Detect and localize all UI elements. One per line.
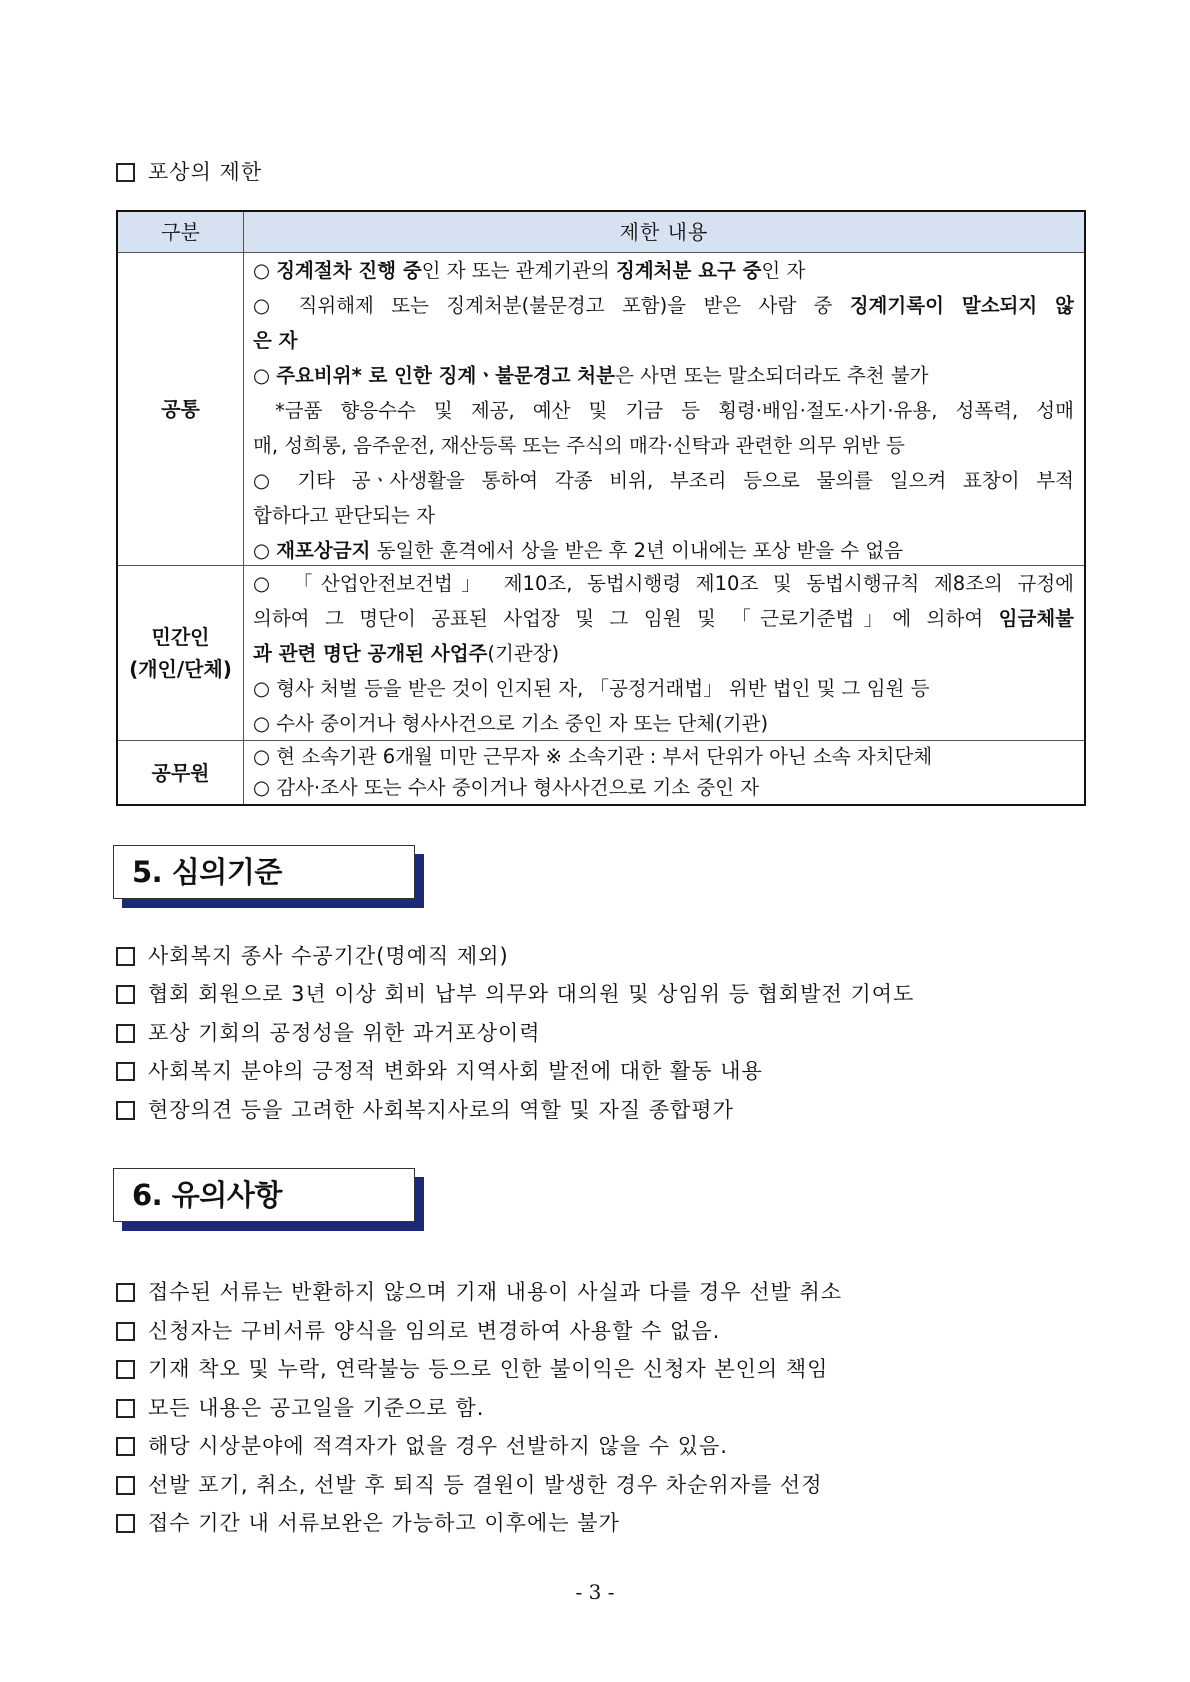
section-6-heading: 6. 유의사항 — [113, 1168, 415, 1222]
list-item: 사회복지 종사 수공기간(명예직 제외) — [116, 940, 509, 970]
common-line-8: 합하다고 판단되는 자 — [253, 504, 435, 527]
table-row-common — [118, 253, 1084, 566]
list-item: 접수 기간 내 서류보완은 가능하고 이후에는 불가 — [116, 1507, 620, 1537]
civilian-line-3: 과 관련 명단 공개된 사업주(기관장) — [253, 642, 560, 665]
restriction-table — [116, 210, 1086, 806]
section-5-heading: 5. 심의기준 — [113, 845, 415, 899]
list-item: 선발 포기, 취소, 선발 후 퇴직 등 결원이 발생한 경우 차순위자를 선정 — [116, 1469, 823, 1499]
checkbox-square-icon — [116, 1024, 135, 1043]
restriction-title: 포상의 제한 — [116, 156, 262, 186]
list-item: 기재 착오 및 누락, 연락불능 등으로 인한 불이익은 신청자 본인의 책임 — [116, 1353, 828, 1383]
checkbox-square-icon — [116, 1399, 135, 1418]
checkbox-square-icon — [116, 1437, 135, 1456]
table-row-official — [118, 741, 1084, 804]
checkbox-square-icon — [116, 1101, 135, 1120]
checkbox-square-icon — [116, 1514, 135, 1533]
civilian-line-1: ○ 「산업안전보건법」 제10조, 동법시행령 제10조 및 동법시행규칙 제8조의 규정에 — [253, 572, 1074, 595]
content-common — [244, 253, 1084, 568]
header-category: 구분 — [118, 212, 244, 252]
civilian-line-4: ○ 형사 처벌 등을 받은 것이 인지된 자, 「공정거래법」 위반 법인 및 그 임원 등 — [253, 677, 930, 700]
header-content: 제한 내용 — [619, 220, 709, 244]
content-official — [244, 741, 1084, 803]
common-line-5: *금품 향응수수 및 제공, 예산 및 기금 등 횡령·배임·절도·사기·유용, 성폭력, 성매 — [275, 399, 1074, 422]
common-line-6: 매, 성희롱, 음주운전, 재산등록 또는 주식의 매각·신탁과 관련한 의무 위반 등 — [253, 434, 905, 457]
official-line-2: ○ 감사·조사 또는 수사 중이거나 형사사건으로 기소 중인 자 — [253, 776, 760, 799]
checkbox-square-icon — [116, 1476, 135, 1495]
official-line-1: ○ 현 소속기관 6개월 미만 근무자 ※ 소속기관 : 부서 단위가 아닌 소속 자치단체 — [253, 745, 933, 768]
content-civilian — [244, 566, 1084, 741]
checkbox-square-icon — [116, 947, 135, 966]
list-item: 신청자는 구비서류 양식을 임의로 변경하여 사용할 수 없음. — [116, 1315, 720, 1345]
checkbox-square-icon — [116, 1283, 135, 1302]
category-official: 공무원 — [118, 741, 244, 804]
checkbox-square-icon — [116, 1062, 135, 1081]
category-common: 공통 — [118, 253, 244, 565]
checkbox-square-icon — [116, 1360, 135, 1379]
table-header-row — [118, 212, 1084, 253]
list-item: 포상 기회의 공정성을 위한 과거포상이력 — [116, 1017, 541, 1047]
page-number: - 3 - — [575, 1580, 615, 1604]
list-item: 접수된 서류는 반환하지 않으며 기재 내용이 사실과 다를 경우 선발 취소 — [116, 1276, 842, 1306]
checkbox-square-icon — [116, 163, 135, 182]
common-line-3: 은 자 — [253, 329, 298, 352]
list-item: 모든 내용은 공고일을 기준으로 함. — [116, 1392, 484, 1422]
list-item: 협회 회원으로 3년 이상 회비 납부 의무와 대의원 및 상임위 등 협회발전 기여도 — [116, 978, 914, 1008]
common-line-2: ○ 직위해제 또는 징계처분(불문경고 포함)을 받은 사람 중 징계기록이 말소되지 않 — [253, 294, 1074, 317]
civilian-line-2: 의하여 그 명단이 공표된 사업장 및 그 임원 및 「근로기준법」에 의하여 임금체불 — [253, 607, 1074, 630]
common-line-4: ○ 주요비위* 로 인한 징계ㆍ불문경고 처분은 사면 또는 말소되더라도 추천 불가 — [253, 364, 929, 387]
common-line-1: ○ 징계절차 진행 중인 자 또는 관계기관의 징계처분 요구 중인 자 — [253, 259, 806, 282]
list-item: 현장의견 등을 고려한 사회복지사로의 역할 및 자질 종합평가 — [116, 1094, 734, 1124]
list-item: 해당 시상분야에 적격자가 없을 경우 선발하지 않을 수 있음. — [116, 1430, 728, 1460]
checkbox-square-icon — [116, 1322, 135, 1341]
checkbox-square-icon — [116, 985, 135, 1004]
common-line-7: ○ 기타 공ㆍ사생활을 통하여 각종 비위, 부조리 등으로 물의를 일으켜 표창이 부적 — [253, 469, 1074, 492]
list-item: 사회복지 분야의 긍정적 변화와 지역사회 발전에 대한 활동 내용 — [116, 1055, 763, 1085]
civilian-line-5: ○ 수사 중이거나 형사사건으로 기소 중인 자 또는 단체(기관) — [253, 712, 769, 735]
common-line-9: ○ 재포상금지 동일한 훈격에서 상을 받은 후 2년 이내에는 포상 받을 수 없음 — [253, 539, 904, 562]
category-civilian: 민간인 (개인/단체) — [118, 566, 244, 740]
table-row-civilian — [118, 566, 1084, 741]
